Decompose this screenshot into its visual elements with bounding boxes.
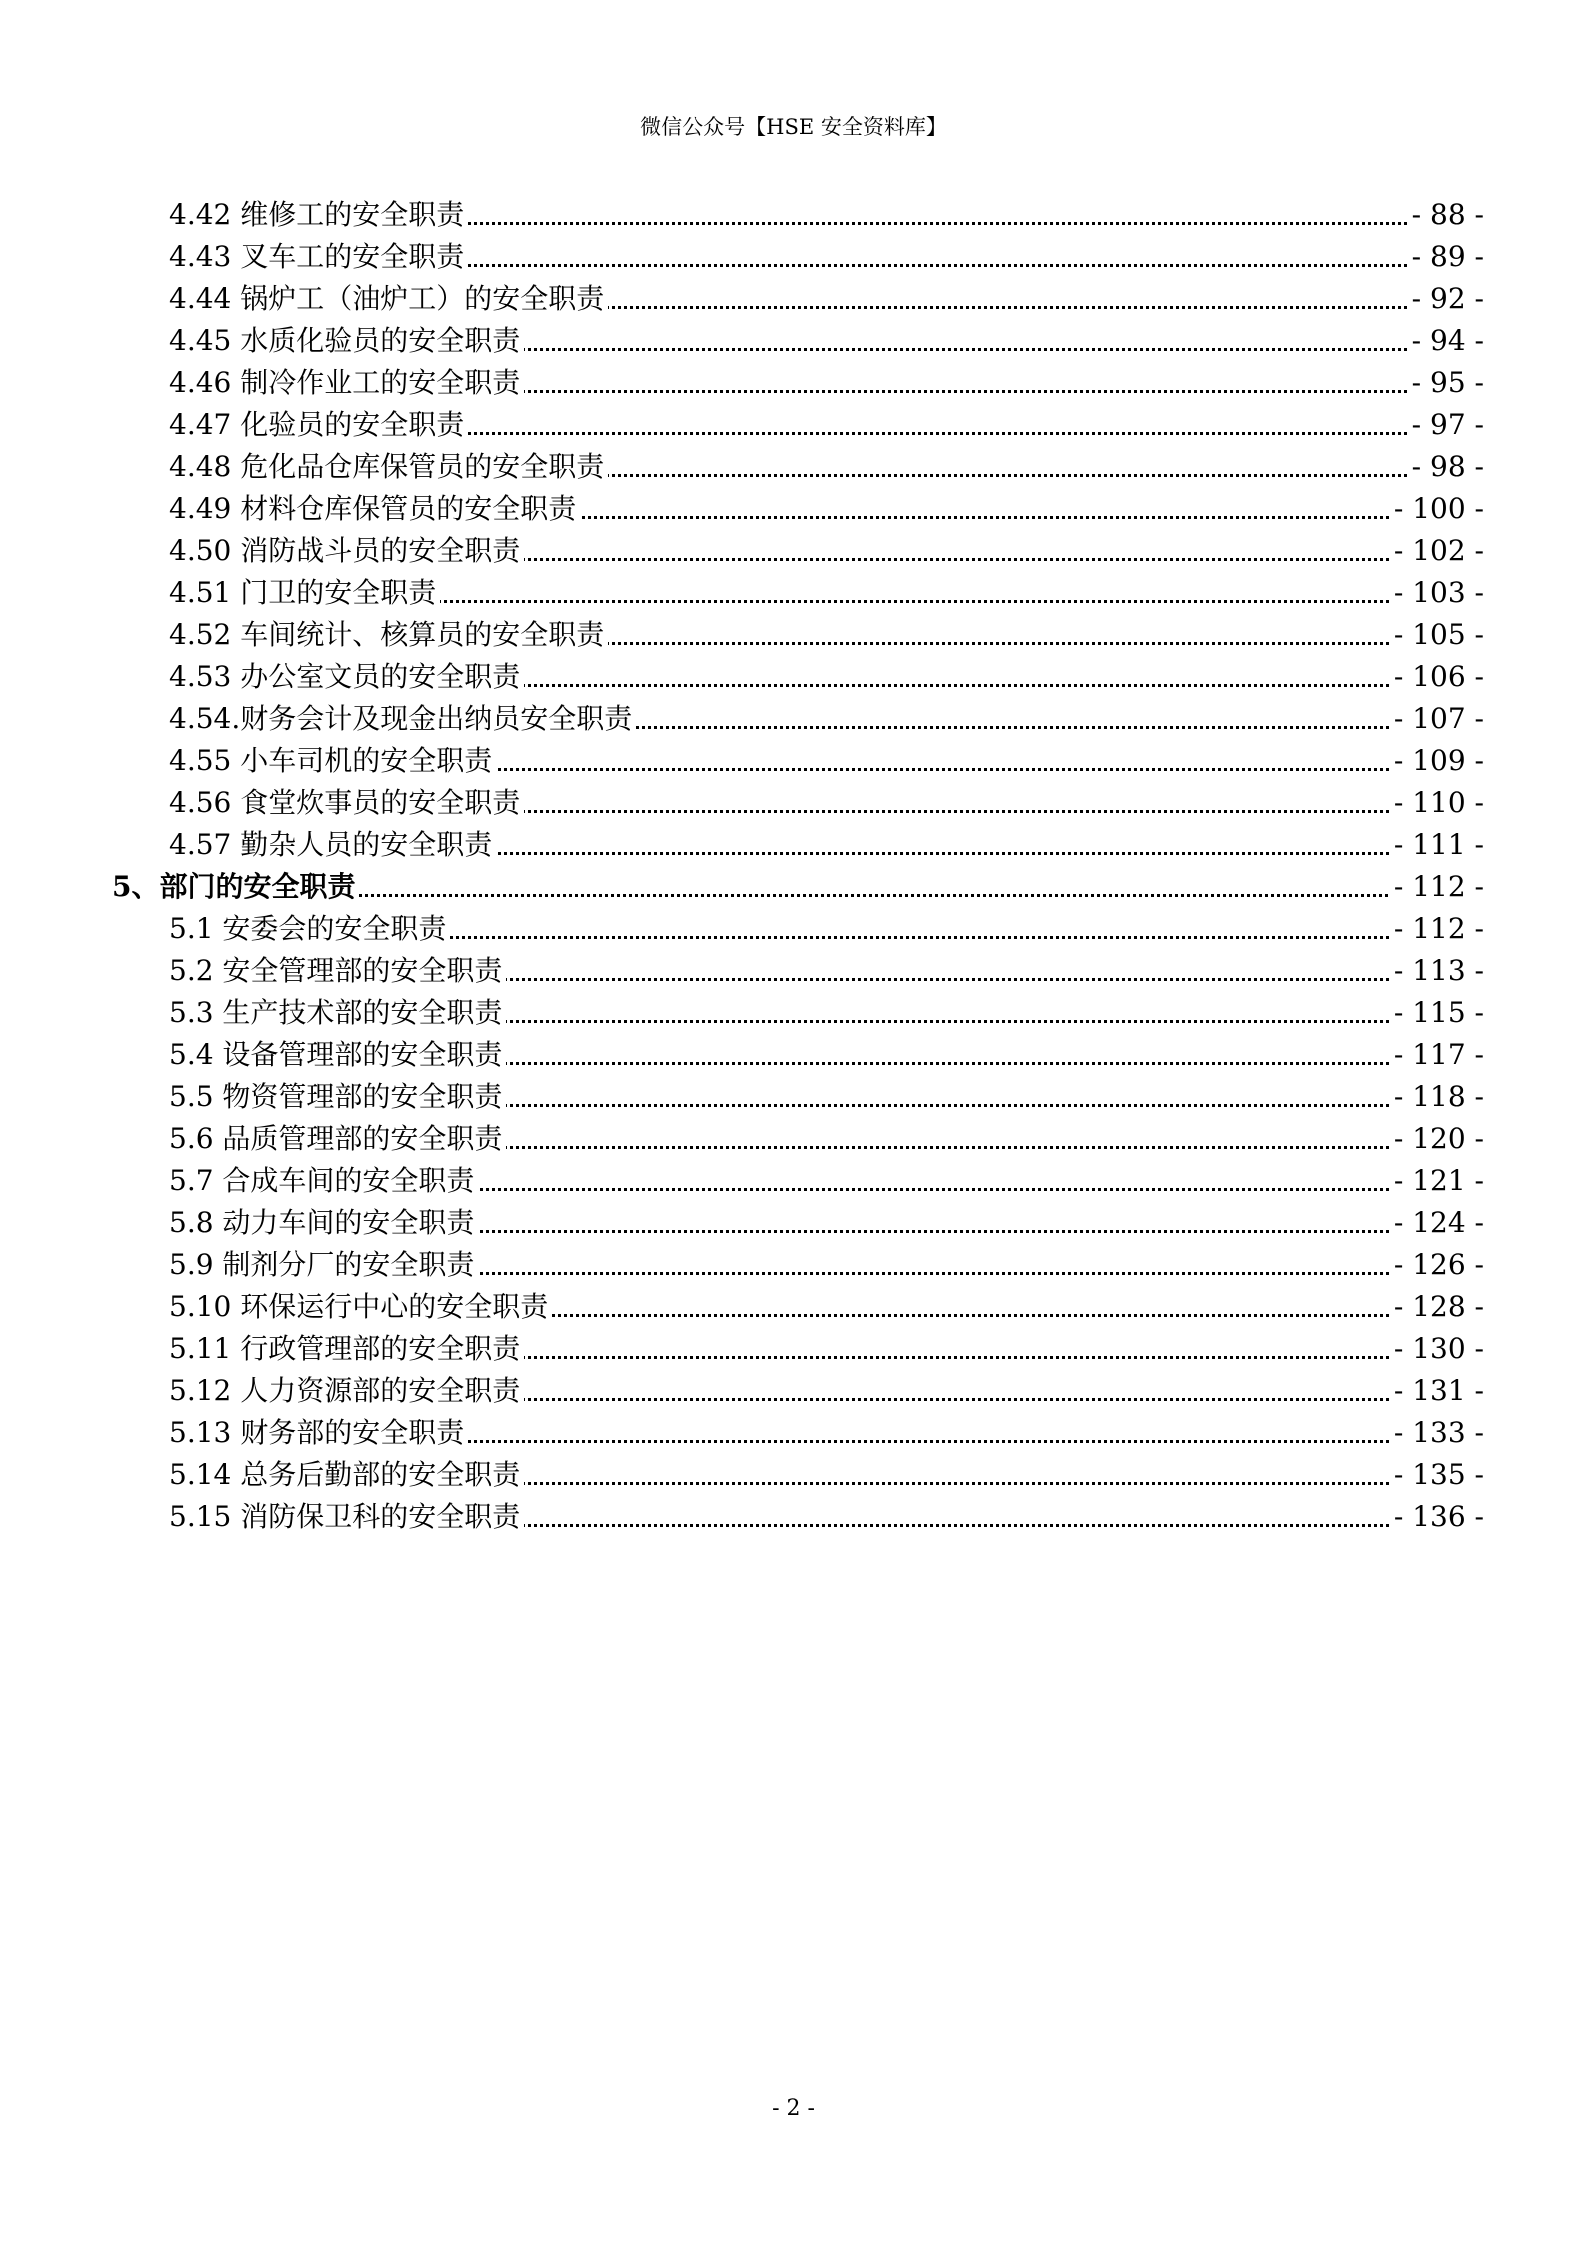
table-of-contents xyxy=(112,194,1484,1538)
toc-entry-title: 4.49 材料仓库保管员的安全职责 xyxy=(169,492,580,525)
toc-entry-title: 5.5 物资管理部的安全职责 xyxy=(169,1080,506,1113)
toc-entry-page-number: - 106 - xyxy=(1390,656,1484,698)
toc-entry[interactable] xyxy=(169,824,1484,866)
toc-entry[interactable] xyxy=(169,1370,1484,1412)
toc-section-heading[interactable] xyxy=(112,866,1484,908)
toc-entry-title: 5.9 制剂分厂的安全职责 xyxy=(169,1248,478,1281)
toc-entry[interactable] xyxy=(169,1496,1484,1538)
toc-entry[interactable] xyxy=(169,992,1484,1034)
toc-entry[interactable] xyxy=(169,1034,1484,1076)
toc-entry[interactable] xyxy=(169,320,1484,362)
toc-entry[interactable] xyxy=(169,1454,1484,1496)
toc-entry-title: 5、部门的安全职责 xyxy=(112,870,359,903)
toc-entry-title: 4.46 制冷作业工的安全职责 xyxy=(169,366,524,399)
toc-entry-page-number: - 130 - xyxy=(1390,1328,1484,1370)
toc-entry[interactable] xyxy=(169,1412,1484,1454)
toc-entry-title: 5.15 消防保卫科的安全职责 xyxy=(169,1500,524,1533)
toc-entry-title: 4.55 小车司机的安全职责 xyxy=(169,744,496,777)
toc-entry-title: 4.45 水质化验员的安全职责 xyxy=(169,324,524,357)
toc-entry-page-number: - 105 - xyxy=(1390,614,1484,656)
toc-entry-title: 4.47 化验员的安全职责 xyxy=(169,408,468,441)
toc-entry-title: 4.54.财务会计及现金出纳员安全职责 xyxy=(169,702,636,735)
toc-entry[interactable] xyxy=(169,1118,1484,1160)
toc-entry-page-number: - 115 - xyxy=(1390,992,1484,1034)
toc-entry-title: 5.6 品质管理部的安全职责 xyxy=(169,1122,506,1155)
toc-entry[interactable] xyxy=(169,488,1484,530)
toc-entry[interactable] xyxy=(169,740,1484,782)
toc-entry[interactable] xyxy=(169,950,1484,992)
toc-entry[interactable] xyxy=(169,1328,1484,1370)
toc-entry-page-number: - 136 - xyxy=(1390,1496,1484,1538)
toc-entry-title: 5.14 总务后勤部的安全职责 xyxy=(169,1458,524,1491)
toc-entry-title: 4.52 车间统计、核算员的安全职责 xyxy=(169,618,608,651)
toc-entry-page-number: - 126 - xyxy=(1390,1244,1484,1286)
toc-entry-page-number: - 131 - xyxy=(1390,1370,1484,1412)
toc-entry[interactable] xyxy=(169,362,1484,404)
toc-entry[interactable] xyxy=(169,194,1484,236)
toc-entry[interactable] xyxy=(169,530,1484,572)
toc-entry-page-number: - 98 - xyxy=(1408,446,1484,488)
toc-entry-title: 4.51 门卫的安全职责 xyxy=(169,576,440,609)
toc-entry-title: 5.11 行政管理部的安全职责 xyxy=(169,1332,524,1365)
toc-entry-title: 4.56 食堂炊事员的安全职责 xyxy=(169,786,524,819)
toc-entry[interactable] xyxy=(169,446,1484,488)
toc-entry-page-number: - 88 - xyxy=(1408,194,1484,236)
toc-entry-page-number: - 97 - xyxy=(1408,404,1484,446)
toc-entry-page-number: - 92 - xyxy=(1408,278,1484,320)
toc-entry[interactable] xyxy=(169,1160,1484,1202)
toc-entry-page-number: - 117 - xyxy=(1390,1034,1484,1076)
toc-entry-page-number: - 89 - xyxy=(1408,236,1484,278)
toc-entry-page-number: - 128 - xyxy=(1390,1286,1484,1328)
toc-entry-page-number: - 95 - xyxy=(1408,362,1484,404)
toc-entry[interactable] xyxy=(169,908,1484,950)
toc-entry-title: 5.12 人力资源部的安全职责 xyxy=(169,1374,524,1407)
toc-entry-title: 5.8 动力车间的安全职责 xyxy=(169,1206,478,1239)
toc-entry-page-number: - 94 - xyxy=(1408,320,1484,362)
toc-entry-page-number: - 135 - xyxy=(1390,1454,1484,1496)
toc-entry-title: 5.13 财务部的安全职责 xyxy=(169,1416,468,1449)
toc-entry-page-number: - 118 - xyxy=(1390,1076,1484,1118)
toc-entry[interactable] xyxy=(169,1244,1484,1286)
toc-entry[interactable] xyxy=(169,656,1484,698)
toc-entry-page-number: - 102 - xyxy=(1390,530,1484,572)
toc-entry[interactable] xyxy=(169,278,1484,320)
toc-entry-page-number: - 112 - xyxy=(1390,866,1484,908)
toc-entry[interactable] xyxy=(169,1286,1484,1328)
toc-entry-title: 5.7 合成车间的安全职责 xyxy=(169,1164,478,1197)
toc-entry-title: 4.50 消防战斗员的安全职责 xyxy=(169,534,524,567)
toc-entry-title: 5.10 环保运行中心的安全职责 xyxy=(169,1290,552,1323)
toc-entry-page-number: - 124 - xyxy=(1390,1202,1484,1244)
toc-entry-title: 4.42 维修工的安全职责 xyxy=(169,198,468,231)
toc-entry-page-number: - 111 - xyxy=(1390,824,1484,866)
toc-entry[interactable] xyxy=(169,698,1484,740)
toc-entry-page-number: - 109 - xyxy=(1390,740,1484,782)
toc-entry[interactable] xyxy=(169,1202,1484,1244)
toc-entry[interactable] xyxy=(169,572,1484,614)
toc-entry-page-number: - 133 - xyxy=(1390,1412,1484,1454)
toc-entry-page-number: - 121 - xyxy=(1390,1160,1484,1202)
toc-entry-title: 4.44 锅炉工（油炉工）的安全职责 xyxy=(169,282,608,315)
toc-entry[interactable] xyxy=(169,614,1484,656)
page-number: - 2 - xyxy=(772,2096,815,2121)
toc-entry-page-number: - 107 - xyxy=(1390,698,1484,740)
toc-entry-page-number: - 113 - xyxy=(1390,950,1484,992)
toc-entry-page-number: - 100 - xyxy=(1390,488,1484,530)
toc-entry-page-number: - 110 - xyxy=(1390,782,1484,824)
page-header: 微信公众号【HSE 安全资料库】 xyxy=(640,115,947,139)
toc-entry-title: 5.3 生产技术部的安全职责 xyxy=(169,996,506,1029)
toc-entry[interactable] xyxy=(169,236,1484,278)
toc-entry-page-number: - 112 - xyxy=(1390,908,1484,950)
toc-entry-title: 4.43 叉车工的安全职责 xyxy=(169,240,468,273)
toc-entry-title: 4.53 办公室文员的安全职责 xyxy=(169,660,524,693)
toc-entry-page-number: - 103 - xyxy=(1390,572,1484,614)
toc-entry-title: 5.4 设备管理部的安全职责 xyxy=(169,1038,506,1071)
toc-entry-title: 5.1 安委会的安全职责 xyxy=(169,912,450,945)
toc-entry-title: 4.57 勤杂人员的安全职责 xyxy=(169,828,496,861)
toc-entry[interactable] xyxy=(169,404,1484,446)
toc-entry-page-number: - 120 - xyxy=(1390,1118,1484,1160)
toc-entry[interactable] xyxy=(169,1076,1484,1118)
toc-entry[interactable] xyxy=(169,782,1484,824)
toc-entry-title: 5.2 安全管理部的安全职责 xyxy=(169,954,506,987)
toc-entry-title: 4.48 危化品仓库保管员的安全职责 xyxy=(169,450,608,483)
